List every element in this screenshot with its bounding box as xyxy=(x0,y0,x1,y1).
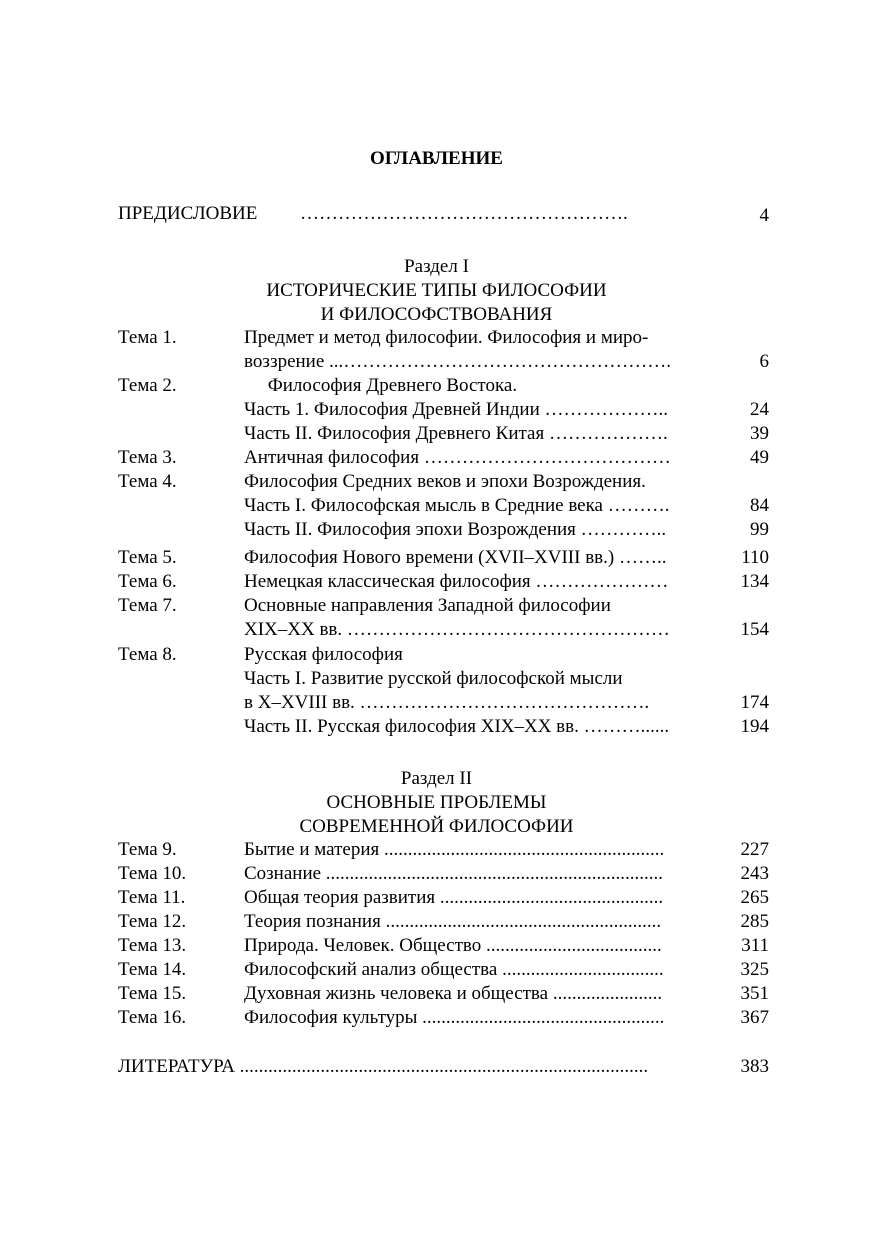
toc-row-label: Тема 2. xyxy=(118,375,177,396)
toc-row-text: Основные направления Западной философии xyxy=(244,595,611,616)
toc-row-page: 49 xyxy=(750,447,769,468)
toc-row-page: 325 xyxy=(740,959,769,980)
toc-row-label: Тема 7. xyxy=(118,595,177,616)
section1-header: Раздел I xyxy=(404,256,469,277)
toc-row-page: 154 xyxy=(740,619,769,640)
toc-row-text: Философия Древнего Востока. xyxy=(244,375,518,396)
toc-row-text: Часть II. Философия эпохи Возрождения ………….. xyxy=(244,519,667,540)
toc-row-label: Тема 10. xyxy=(118,863,187,884)
toc-row-label: Тема 1. xyxy=(118,327,177,348)
toc-row-text: Часть 1. Философия Древней Индии ……………….. xyxy=(244,399,668,420)
toc-row-text: воззрение ...……………………………………………. xyxy=(244,351,672,372)
literature-page: 383 xyxy=(740,1056,769,1077)
toc-row-text: Часть I. Философская мысль в Средние века ………. xyxy=(244,495,670,516)
toc-row-label: Тема 4. xyxy=(118,471,177,492)
preface-label: ПРЕДИСЛОВИЕ xyxy=(118,203,258,224)
preface-page: 4 xyxy=(759,205,769,226)
toc-row-label: Тема 13. xyxy=(118,935,187,956)
toc-row-page: 6 xyxy=(759,351,769,372)
toc-row-label: Тема 16. xyxy=(118,1007,187,1028)
toc-row-page: 243 xyxy=(740,863,769,884)
toc-row-page: 110 xyxy=(741,547,769,568)
page-title: ОГЛАВЛЕНИЕ xyxy=(370,148,503,169)
toc-row-label: Тема 6. xyxy=(118,571,177,592)
toc-row-page: 39 xyxy=(750,423,769,444)
toc-row-page: 227 xyxy=(740,839,769,860)
toc-row-page: 265 xyxy=(740,887,769,908)
toc-row-label: Тема 8. xyxy=(118,644,177,665)
section2-title-line1: ОСНОВНЫЕ ПРОБЛЕМЫ xyxy=(326,792,547,813)
toc-row-label: Тема 9. xyxy=(118,839,177,860)
literature-label: ЛИТЕРАТУРА ...................................................................................... xyxy=(118,1056,649,1077)
toc-row-text: Часть I. Развитие русской философской мысли xyxy=(244,668,623,689)
toc-row-page: 84 xyxy=(750,495,769,516)
toc-row-text: Природа. Человек. Общество ..................................... xyxy=(244,935,662,956)
toc-row-text: XIX–XX вв. …………………………………………… xyxy=(244,619,670,640)
toc-row-text: Бытие и материя ........................................................... xyxy=(244,839,665,860)
section2-title-line2: СОВРЕМЕННОЙ ФИЛОСОФИИ xyxy=(299,816,574,837)
preface-dots: ……………………………………………. xyxy=(300,203,628,224)
toc-row-label: Тема 3. xyxy=(118,447,177,468)
toc-row-label: Тема 11. xyxy=(118,887,186,908)
toc-row-page: 285 xyxy=(740,911,769,932)
toc-row-page: 24 xyxy=(750,399,769,420)
toc-row-text: Немецкая классическая философия ………………… xyxy=(244,571,669,592)
toc-row-text: Философия Средних веков и эпохи Возрождения. xyxy=(244,471,646,492)
toc-row-text: Философия Нового времени (XVII–XVIII вв.) …….. xyxy=(244,547,667,568)
toc-row-text: Общая теория развития ............................................... xyxy=(244,887,664,908)
toc-row-text: Философский анализ общества .................................. xyxy=(244,959,664,980)
section1-title-line2: И ФИЛОСОФСТВОВАНИЯ xyxy=(320,304,553,325)
toc-row-label: Тема 14. xyxy=(118,959,187,980)
toc-row-page: 311 xyxy=(741,935,769,956)
toc-row-page: 367 xyxy=(740,1007,769,1028)
toc-row-page: 134 xyxy=(740,571,769,592)
toc-row-text: Часть II. Философия Древнего Китая ………………. xyxy=(244,423,668,444)
toc-row-text: Античная философия ………………………………… xyxy=(244,447,671,468)
toc-row-page: 194 xyxy=(740,716,769,737)
toc-row-text: Теория познания .......................................................... xyxy=(244,911,662,932)
toc-row-text: Сознание ....................................................................... xyxy=(244,863,664,884)
toc-row-text: Предмет и метод философии. Философия и миро- xyxy=(244,327,649,348)
toc-row-page: 174 xyxy=(740,692,769,713)
toc-row-page: 351 xyxy=(740,983,769,1004)
toc-row-label: Тема 15. xyxy=(118,983,187,1004)
section2-header: Раздел II xyxy=(400,768,473,789)
toc-row-label: Тема 5. xyxy=(118,547,177,568)
toc-row-label: Тема 12. xyxy=(118,911,187,932)
toc-row-text: Часть II. Русская философия XIX–XX вв. ………...... xyxy=(244,716,670,737)
toc-row-text: в X–XVIII вв. ………………………………………. xyxy=(244,692,650,713)
toc-row-text: Философия культуры ................................................... xyxy=(244,1007,665,1028)
toc-row-text: Духовная жизнь человека и общества ....................... xyxy=(244,983,663,1004)
toc-row-page: 99 xyxy=(750,519,769,540)
section1-title-line1: ИСТОРИЧЕСКИЕ ТИПЫ ФИЛОСОФИИ xyxy=(266,280,607,301)
toc-row-text: Русская философия xyxy=(244,644,403,665)
